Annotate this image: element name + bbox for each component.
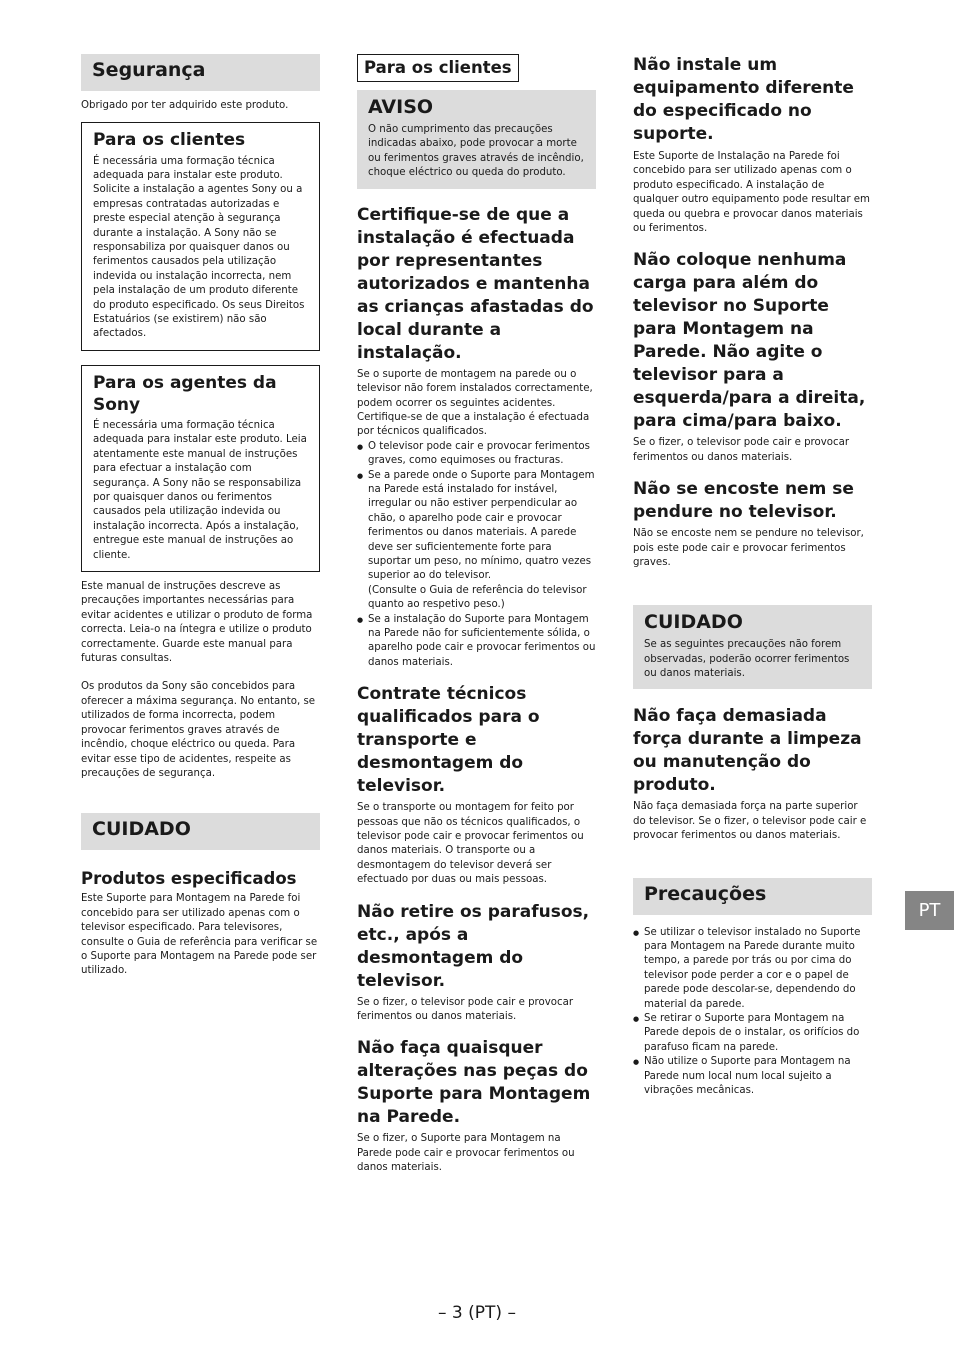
cuidado-panel	[633, 605, 872, 689]
aviso-panel	[357, 90, 596, 188]
list-item: ● Se retirar o Suporte para Montagem na Parede depois de o instalar, os orifícios do parafuso ficam na parede.	[633, 1012, 872, 1055]
limpeza-text: Não faça demasiada força na parte superior do televisor. Se o fizer, o televisor pode cair e provocar ferimentos ou danos materiais.	[633, 801, 867, 842]
instalacao-heading: Certifique-se de que a instalação é efectuada por representantes autorizados e mantenha as crianças afastadas do local durante a instalação.	[357, 204, 594, 363]
intro-paragraph-1: Este manual de instruções descreve as precauções importantes necessárias para evitar acidentes e utilizar o produto de forma correcta. Leia-o na íntegra e utilize o produto correctamente. Guarde este manual para futuras consultas.	[81, 581, 313, 665]
list-item-note: (Consulte o Guia de referência do televisor quanto ao respetivo peso.)	[368, 584, 587, 611]
instalacao-text: Se o suporte de montagem na parede ou o televisor não forem instalados correctamente, podem ocorrer os seguintes acidentes. Certifique-se de que a instalação é efectuada por técnicos qualificados.	[357, 368, 593, 438]
list-item: ● Se utilizar o televisor instalado no Suporte para Montagem na Parede durante muito tempo, a parede por trás ou por cima do televisor pode perder a cor e o papel de parede pode descolar-se, dependendo do material da parede.	[633, 926, 872, 1012]
alteracoes-text: Se o fizer, o Suporte para Montagem na Parede pode cair e provocar ferimentos ou danos materiais.	[357, 1133, 575, 1174]
transporte-heading: Contrate técnicos qualificados para o transporte e desmontagem do televisor.	[357, 684, 540, 797]
aviso-text: O não cumprimento das precauções indicadas abaixo, pode provocar a morte ou ferimentos graves através de incêndio, choque eléctrico ou queda do produto.	[368, 124, 584, 179]
produtos-heading: Produtos especificados	[81, 869, 297, 889]
produtos-text: Este Suporte para Montagem na Parede foi concebido para ser utilizado apenas com o televisor especificado. Para televisores, consulte o Guia de referência para verificar se o Suporte para Montagem na Parede pode ser utilizado.	[81, 893, 318, 977]
equipamento-text: Este Suporte de Instalação na Parede foi concebido para ser utilizado apenas com o produto especificado. A instalação de qualquer outro equipamento pode resultar em queda ou quebra e provocar danos materiais ou ferimentos.	[633, 151, 870, 235]
intro-paragraph-2: Os produtos da Sony são concebidos para oferecer a máxima segurança. No entanto, se utilizados de forma incorrecta, podem provocar ferimentos graves através de incêndio, choque eléctrico ou queda. Para evitar esse tipo de acidentes, respeite as precauções de segurança.	[81, 681, 316, 779]
carga-text: Se o fizer, o televisor pode cair e provocar ferimentos ou danos materiais.	[633, 437, 850, 463]
page-number: – 3 (PT) –	[438, 1303, 516, 1323]
cuidado-text: Se as seguintes precauções não forem observadas, poderão ocorrer ferimentos ou danos materiais.	[644, 639, 850, 679]
cuidado-title: CUIDADO	[644, 611, 743, 634]
column-3	[633, 54, 872, 1098]
encoste-heading: Não se encoste nem se pendure no televisor.	[633, 479, 854, 523]
encoste-text: Não se encoste nem se pendure no televisor, pois este pode cair e provocar ferimentos graves.	[633, 528, 864, 569]
list-item: ● Não utilize o Suporte para Montagem na Parede num local num local sujeito a vibrações mecânicas.	[633, 1055, 872, 1098]
list-item-text: Se a parede onde o Suporte para Montagem na Parede está instalado for instável, irregular ou não estiver perpendicular ao chão, o aparelho pode cair e provocar ferimentos ou danos materiais. A parede deve ser suficientemente forte para suportar um peso, no mínimo, quatro vezes superior ao do televisor.	[368, 469, 595, 582]
agentes-box	[81, 365, 320, 572]
carga-heading: Não coloque nenhuma carga para além do televisor no Suporte para Montagem na Parede. Não agite o televisor para a esquerda/para a direita, para cima/para baixo.	[633, 250, 866, 432]
parafusos-heading: Não retire os parafusos, etc., após a desmontagem do televisor.	[357, 901, 590, 991]
column-2	[357, 54, 596, 1176]
clientes-box-text: É necessária uma formação técnica adequada para instalar este produto. Solicite a instalação a agentes Sony ou a empresas contratadas autorizadas e preste especial atenção à segurança durante a instalação. A Sony não se responsabiliza por quaisquer danos ou ferimentos causados pela utilização indevida ou instalação incorrecta, nem pela instalação de um produto diferente do produto especificado. Os seus Direitos Estatuários (se existirem) não são afectados.	[93, 155, 305, 340]
list-item	[357, 469, 596, 613]
instalacao-bullets	[357, 440, 596, 671]
list-item: ● Se a instalação do Suporte para Montagem na Parede não for suficientemente sólida, o aparelho pode cair e provocar ferimentos ou danos materiais.	[357, 613, 596, 671]
language-tab: PT	[905, 891, 954, 930]
cuidado-heading: CUIDADO	[81, 813, 320, 850]
precaucoes-bullets	[633, 926, 872, 1099]
seguranca-heading: Segurança	[81, 54, 320, 91]
limpeza-heading: Não faça demasiada força durante a limpeza ou manutenção do produto.	[633, 706, 862, 796]
agentes-box-text: É necessária uma formação técnica adequada para instalar este produto. Leia atentamente este manual de instruções para efectuar a instalação com segurança. A Sony não se responsabiliza por quaisquer danos ou ferimentos causados pela utilização indevida ou instalação incorrecta. Após a instalação, entregue este manual de instruções ao cliente.	[93, 419, 307, 561]
precaucoes-heading: Precauções	[633, 878, 872, 915]
aviso-title: AVISO	[368, 96, 434, 119]
parafusos-text: Se o fizer, o televisor pode cair e provocar ferimentos ou danos materiais.	[357, 996, 574, 1023]
agentes-box-title: Para os agentes da Sony	[93, 372, 277, 415]
clientes-box-title: Para os clientes	[93, 130, 246, 151]
transporte-text: Se o transporte ou montagem for feito por pessoas que não os técnicos qualificados, o televisor pode cair e provocar ferimentos ou danos materiais. O transporte ou a desmontagem do televisor deverá ser efectuado por duas ou mais pessoas.	[357, 802, 584, 886]
alteracoes-heading: Não faça quaisquer alterações nas peças do Suporte para Montagem na Parede.	[357, 1038, 591, 1128]
thanks-text: Obrigado por ter adquirido este produto.	[81, 100, 289, 111]
list-item: ● O televisor pode cair e provocar ferimentos graves, como equimoses ou fracturas.	[357, 440, 596, 469]
clientes-box	[81, 122, 320, 350]
column-1	[81, 54, 320, 979]
para-os-clientes-label: Para os clientes	[357, 54, 519, 82]
equipamento-heading: Não instale um equipamento diferente do especificado no suporte.	[633, 55, 854, 144]
